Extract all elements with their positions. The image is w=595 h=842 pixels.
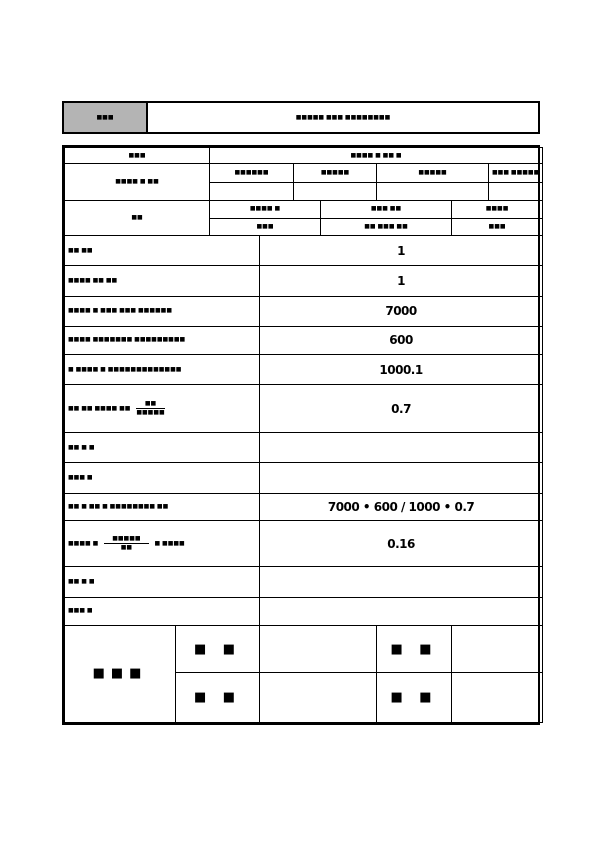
row-c-head-3: ■■■■ bbox=[452, 200, 543, 218]
item-label: ■■ ■■ ■■■■ ■■ bbox=[68, 405, 131, 413]
row-c-val-1: ■■■ bbox=[210, 218, 321, 235]
row-a-value: ■■■■ ■ ■■ ■ bbox=[210, 148, 543, 164]
signature-r2-left-box[interactable] bbox=[260, 673, 377, 723]
item-row bbox=[65, 266, 543, 296]
row-b-col-3: ■■■■■ bbox=[377, 164, 489, 183]
item-label-tail: ■ ■■■■ bbox=[154, 540, 185, 548]
item-label: ■■■■ ■■■■■■■ ■■■■■■■■■ bbox=[65, 326, 260, 354]
fraction bbox=[136, 401, 164, 416]
fraction-denominator: ■■■■■ bbox=[136, 409, 165, 417]
item-value: 600 bbox=[260, 326, 543, 354]
item-label: ■■ ■ ■ bbox=[65, 432, 260, 462]
fraction-denominator: ■■ bbox=[120, 544, 133, 552]
item-value: 7000 bbox=[260, 296, 543, 326]
row-c-val-2: ■■ ■■■ ■■ bbox=[321, 218, 452, 235]
item-row bbox=[65, 493, 543, 520]
item-label: ■■ ■■ bbox=[65, 235, 260, 265]
row-c-head-2: ■■■ ■■ bbox=[321, 200, 452, 218]
item-row-fraction bbox=[65, 520, 543, 566]
item-row bbox=[65, 432, 543, 462]
item-label-fraction bbox=[65, 385, 260, 432]
item-label: ■■■ ■ bbox=[65, 597, 260, 625]
item-value bbox=[260, 432, 543, 462]
item-row bbox=[65, 235, 543, 265]
signature-title: ■■■ bbox=[65, 625, 176, 722]
item-row bbox=[65, 463, 543, 493]
item-value bbox=[260, 567, 543, 597]
signature-r2-right-label: ■ ■ bbox=[377, 673, 452, 723]
signature-r1-left-box[interactable] bbox=[260, 625, 377, 672]
item-value: 1 bbox=[260, 266, 543, 296]
item-value: 0.7 bbox=[260, 385, 543, 432]
row-b-cell-3 bbox=[377, 183, 489, 200]
item-label: ■■■■ ■■ ■■ bbox=[65, 266, 260, 296]
signature-r1-left-label: ■ ■ bbox=[176, 625, 260, 672]
row-b-cell-2 bbox=[294, 183, 377, 200]
row-b-col-2: ■■■■■ bbox=[294, 164, 377, 183]
row-a bbox=[65, 148, 543, 164]
row-b-col-4: ■■■ ■■■■■ bbox=[489, 164, 543, 183]
item-value bbox=[260, 597, 543, 625]
row-b-cell-1 bbox=[210, 183, 294, 200]
item-label: ■■■■ ■ ■■■ ■■■ ■■■■■■ bbox=[65, 296, 260, 326]
row-a-label: ■■■ bbox=[65, 148, 210, 164]
item-row bbox=[65, 326, 543, 354]
item-label-fraction bbox=[65, 520, 260, 566]
item-row bbox=[65, 597, 543, 625]
row-b bbox=[65, 164, 543, 183]
item-row-fraction bbox=[65, 385, 543, 432]
item-label: ■■ ■ ■ bbox=[65, 567, 260, 597]
row-c-label: ■■ bbox=[65, 200, 210, 235]
item-label: ■■■ ■ bbox=[65, 463, 260, 493]
signature-r1-right-label: ■ ■ bbox=[377, 625, 452, 672]
form-code: ■■■ bbox=[64, 103, 147, 132]
item-value: 1000.1 bbox=[260, 355, 543, 385]
item-value: 0.16 bbox=[260, 520, 543, 566]
row-b-label: ■■■■ ■ ■■ bbox=[65, 164, 210, 200]
row-b-cell-4 bbox=[489, 183, 543, 200]
row-c-head-1: ■■■■ ■ bbox=[210, 200, 321, 218]
signature-row-1 bbox=[65, 625, 543, 672]
item-row bbox=[65, 567, 543, 597]
item-label: ■■■■ ■ bbox=[68, 540, 99, 548]
item-value: 7000 • 600 / 1000 • 0.7 bbox=[260, 493, 543, 520]
row-c-val-3: ■■■ bbox=[452, 218, 543, 235]
signature-r1-right-box[interactable] bbox=[452, 625, 543, 672]
fraction-numerator: ■■ bbox=[136, 401, 164, 409]
item-label: ■■ ■ ■■ ■ ■■■■■■■■ ■■ bbox=[65, 493, 260, 520]
signature-r2-right-box[interactable] bbox=[452, 673, 543, 723]
row-b-col-1: ■■■■■■ bbox=[210, 164, 294, 183]
item-row bbox=[65, 296, 543, 326]
signature-r2-left-label: ■ ■ bbox=[176, 673, 260, 723]
fraction-numerator: ■■■■■ bbox=[104, 536, 148, 544]
form-title: ■■■■■ ■■■ ■■■■■■■■ bbox=[295, 113, 391, 121]
form-header bbox=[62, 101, 540, 134]
item-row bbox=[65, 355, 543, 385]
fraction bbox=[104, 536, 148, 551]
form-table bbox=[62, 145, 540, 725]
row-c bbox=[65, 200, 543, 218]
item-value: 1 bbox=[260, 235, 543, 265]
item-value bbox=[260, 463, 543, 493]
item-label: ■ ■■■■ ■ ■■■■■■■■■■■■■ bbox=[65, 355, 260, 385]
